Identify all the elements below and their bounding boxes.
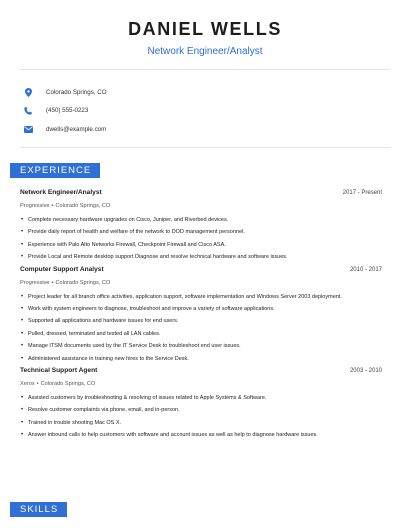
section-skills-heading: SKILLS [10, 502, 67, 517]
job-bullets [20, 394, 382, 444]
contact-location [20, 83, 107, 102]
resume-header [0, 0, 410, 58]
job-bullet: • Pulled, dressed, terminated and tested all LAN cables. [20, 330, 382, 342]
job-location: Colorado Springs, CO [40, 380, 96, 387]
job-title: Computer Support Analyst [20, 265, 104, 273]
job-company: Progressive [20, 203, 50, 209]
job-bullet: • Supported all applications and hardware issues for end users. [20, 317, 382, 329]
job-bullet: • Provide daily report of health and welfare of the network to DOD management personnel. [20, 228, 382, 240]
job-location: Colorado Springs, CO [55, 279, 111, 286]
job-bullet: • Experience with Palo Alto Networks Firewall, Checkpoint Firewall and Cisco ASA. [20, 241, 382, 253]
job-dates: 2017 - Present [342, 190, 382, 196]
candidate-name: DANIEL WELLS [128, 19, 282, 39]
job-bullet: • Answer inbound calls to help customers with software and account issues as well as help to diagnose hardware issues. [20, 431, 382, 443]
job-location: Colorado Springs, CO [55, 203, 111, 209]
job-bullet: • Administered assistance in training new hires to the Service Desk. [20, 355, 382, 367]
job-company: Progressive [20, 279, 50, 286]
job-bullet: • Complete necessary hardware upgrades on Cisco, Juniper, and Riverbed devices. [20, 216, 382, 228]
header-divider [20, 69, 390, 70]
job-entry [20, 266, 382, 367]
experience-section [20, 189, 382, 443]
contact-list [20, 83, 107, 139]
contact-email-text: dwells@example.com [46, 125, 107, 133]
job-meta: Progressive • Colorado Springs, CO [20, 279, 111, 286]
job-meta: Progressive • Colorado Springs, CO [20, 203, 111, 209]
job-dates: 2010 - 2017 [349, 266, 382, 273]
job-dates: 2003 - 2010 [349, 367, 382, 374]
contact-phone [20, 102, 107, 121]
email-icon [23, 124, 33, 134]
job-bullet: • Provide Local and Remote desktop support Diagnose and resolve technical hardware and software issues. [20, 253, 382, 265]
contact-email [20, 120, 107, 139]
location-pin-icon [23, 87, 33, 97]
section-experience-heading: EXPERIENCE [10, 163, 100, 178]
job-bullets [20, 293, 382, 367]
job-entry [20, 367, 382, 444]
candidate-title: Network Engineer/Analyst [147, 46, 263, 57]
job-bullet: • Resolve customer complaints via phone, email, and in-person. [20, 406, 382, 418]
contact-phone-text: (450) 555-0223 [46, 107, 89, 115]
job-bullet: • Assisted customers by troubleshooting & resolving of issues related to Apple Systems & Software. [20, 394, 382, 406]
phone-icon [23, 106, 33, 116]
job-bullet: • Project leader for all branch office activities, application support, software implementation and Windows Server 2003 deployment. [20, 293, 382, 305]
job-meta: Xerox • Colorado Springs, CO [20, 380, 96, 387]
job-bullet: • Trained in trouble shooting Mac OS X. [20, 419, 382, 431]
job-bullets [20, 216, 382, 266]
job-title: Network Engineer/Analyst [20, 189, 102, 196]
job-bullet: • Manage ITSM documents used by the IT Service Desk to troubleshoot end user issues. [20, 342, 382, 354]
contact-divider [20, 147, 390, 148]
job-entry [20, 189, 382, 266]
contact-location-text: Colorado Springs, CO [46, 88, 107, 96]
job-bullet: • Work with system engineers to diagnose, troubleshoot and improve a variety of software applications. [20, 305, 382, 317]
job-title: Technical Support Agent [20, 366, 98, 374]
job-company: Xerox [20, 380, 35, 387]
